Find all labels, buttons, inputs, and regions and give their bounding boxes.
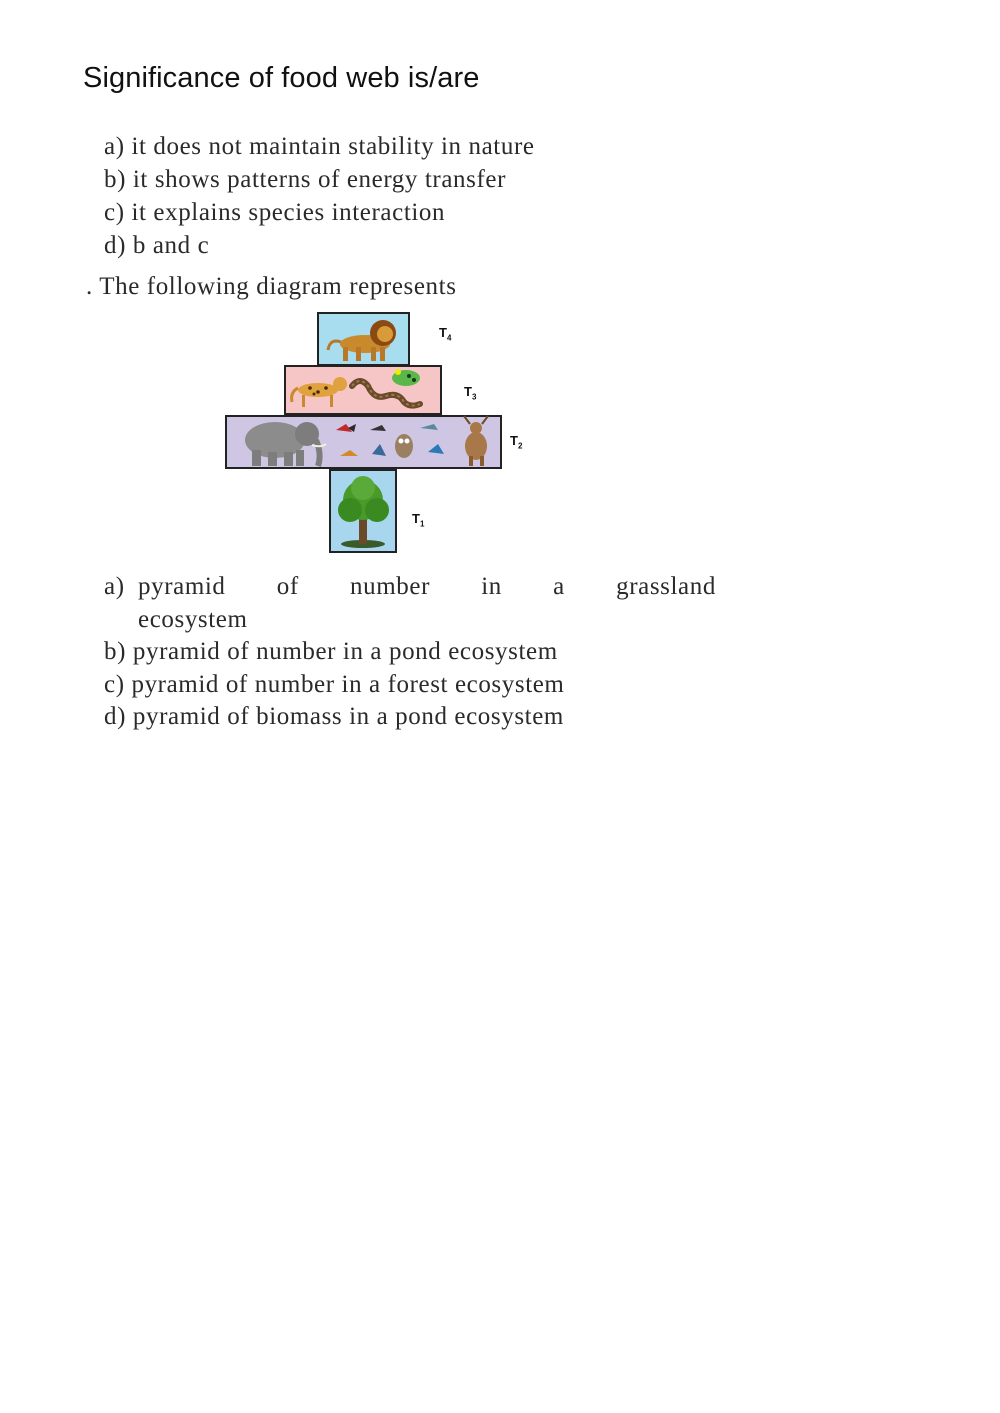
word: grassland (616, 573, 716, 600)
q2-option-a-line2: ecosystem (138, 605, 248, 633)
q1-option-d: d) b and c (104, 232, 210, 259)
q2-option-b: b) pyramid of number in a pond ecosystem (104, 638, 558, 665)
pyramid-level-t4 (318, 313, 409, 365)
owl-icon (395, 434, 413, 458)
q2-option-a-label: a) (104, 573, 125, 600)
word: a (553, 573, 565, 600)
ecological-pyramid-diagram (0, 0, 1000, 600)
pyramid-level-t3 (285, 366, 441, 414)
q2-option-d: d) pyramid of biomass in a pond ecosystem (104, 703, 564, 730)
question-1-title: Significance of food web is/are (83, 62, 480, 94)
q1-option-c: c) it explains species interaction (104, 199, 446, 226)
label-t2: $T_2$ (510, 433, 523, 451)
label-t4: $T_4$ (439, 325, 452, 343)
word: in (481, 573, 502, 600)
pyramid-level-t2 (226, 416, 501, 468)
pyramid-level-t1 (330, 470, 396, 552)
q2-option-a-line1 (138, 571, 716, 604)
q1-option-b: b) it shows patterns of energy transfer (104, 166, 507, 193)
word: of (276, 573, 299, 600)
question-2-options (104, 571, 716, 734)
q2-option-a (104, 571, 716, 636)
word: pyramid (138, 573, 226, 600)
q1-option-a: a) it does not maintain stability in nature (104, 133, 535, 160)
word: number (350, 573, 431, 600)
question-2-title: . The following diagram represents (86, 273, 457, 300)
q2-option-c: c) pyramid of number in a forest ecosystem (104, 670, 565, 698)
label-t3: $T_3$ (464, 384, 477, 402)
label-t1: $T_1$ (412, 511, 425, 529)
